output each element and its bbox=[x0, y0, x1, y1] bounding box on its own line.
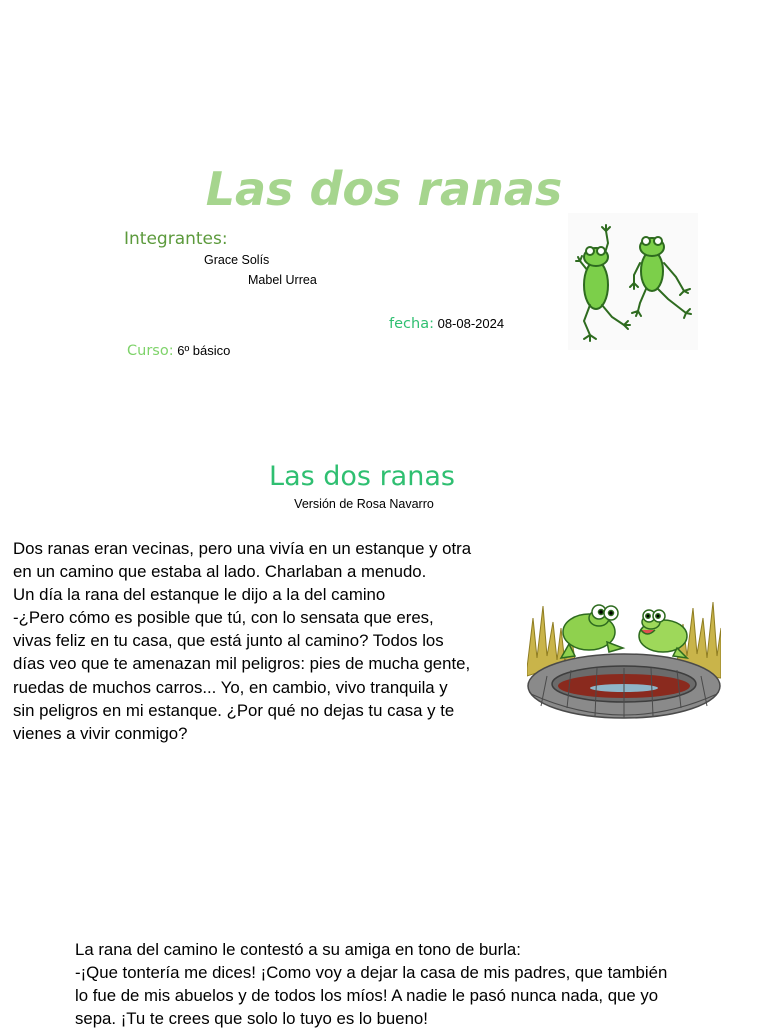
story-paragraph bbox=[75, 938, 735, 1030]
paragraph-line: sin peligros en mi estanque. ¿Por qué no dejas tu casa y te bbox=[13, 700, 455, 720]
course-line bbox=[127, 343, 230, 359]
member-name: Mabel Urrea bbox=[248, 273, 317, 287]
paragraph-line: sepa. ¡Tu te crees que solo lo tuyo es lo bueno! bbox=[75, 1009, 428, 1029]
date-value: 08-08-2024 bbox=[437, 316, 505, 331]
paragraph-line: Un día la rana del estanque le dijo a la del camino bbox=[13, 585, 386, 605]
story-paragraph bbox=[13, 537, 508, 745]
member-name: Grace Solís bbox=[204, 253, 270, 267]
paragraph-line: lo fue de mis abuelos y de todos los míos! A nadie le pasó nunca nada, que yo bbox=[75, 986, 659, 1006]
story-title: Las dos ranas bbox=[269, 461, 455, 492]
course-value: 6º básico bbox=[177, 343, 231, 358]
paragraph-line: -¿Pero cómo es posible que tú, con lo sensata que eres, bbox=[13, 608, 434, 628]
paragraph-line: -¡Que tontería me dices! ¡Como voy a dejar la casa de mis padres, que también bbox=[75, 963, 668, 983]
paragraph-line: Dos ranas eran vecinas, pero una vivía en un estanque y otra bbox=[13, 539, 472, 558]
course-label: Curso: bbox=[127, 343, 174, 359]
paragraph-line: vienes a vivir conmigo? bbox=[13, 723, 188, 743]
date-line bbox=[389, 316, 504, 332]
paragraph-line: en un camino que estaba al lado. Charlaban a menudo. bbox=[13, 562, 427, 582]
paragraph-line: ruedas de muchos carros... Yo, en cambio, vivo tranquila y bbox=[13, 677, 448, 697]
members-label: Integrantes: bbox=[124, 229, 228, 249]
date-label: fecha: bbox=[389, 316, 434, 332]
paragraph-line: vivas feliz en tu casa, que está junto al camino? Todos los bbox=[13, 631, 444, 651]
cover-title: Las dos ranas bbox=[205, 162, 563, 216]
paragraph-line: días veo que te amenazan mil peligros: pies de mucha gente, bbox=[13, 654, 471, 674]
frogs-at-well-illustration bbox=[527, 598, 721, 723]
paragraph-line: La rana del camino le contestó a su amiga en tono de burla: bbox=[75, 940, 521, 959]
dancing-frogs-illustration bbox=[568, 213, 698, 350]
story-subtitle: Versión de Rosa Navarro bbox=[294, 497, 434, 511]
